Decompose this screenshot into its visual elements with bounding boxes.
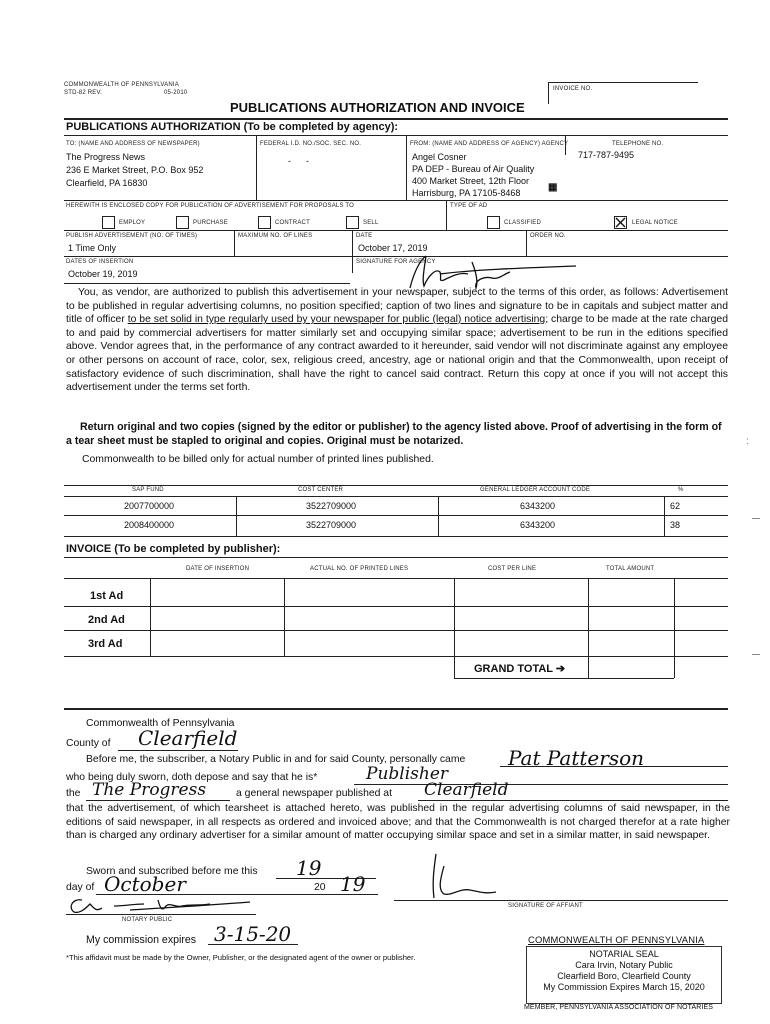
affidavit-line1: Before me, the subscriber, a Notary Public in and for said County, personally came xyxy=(86,754,466,765)
grand-total-label: GRAND TOTAL ➔ xyxy=(474,663,566,675)
cost-center-1: 3522709000 xyxy=(306,501,357,511)
date-insertion-header: DATE OF INSERTION xyxy=(186,566,250,572)
terms-paragraph: You, as vendor, are authorized to publish this advertisement in your newspaper, subject to the terms of this order, as follows: Advertisement to be published in regular advertising columns, no position specified; caption of two lines and signature to be in capitals and subject matter and title of officer to be set solid in type regularly used by your newspaper for public (legal) notice advertising; charge to be made at the rate charged to and paid by commercial advertisers for matter similarly set and occupying similar space; advertisement to be run in the editions specified above. Vendor agrees that, in the performance of any contract awarded to it hereunder, said vendor will not discriminate against any employee or other persons on account of race, color, sex, religious creed, ancestry, age or national origin and that the Commonwealth, upon receipt of satisfactory evidence of such discrimination, shall have the right to cancel said contract. Return this copy at once if you will not accept this advertisement under the terms set forth. xyxy=(66,287,728,394)
employ-label: EMPLOY xyxy=(119,220,146,226)
legal-notice-label: LEGAL NOTICE xyxy=(632,220,678,226)
from-address: Angel Cosner PA DEP - Bureau of Air Quality 400 Market Street, 12th Floor Harrisburg, PA 17105-8468 xyxy=(412,152,535,198)
form-date: 05-2010 xyxy=(164,90,188,96)
percent-2: 38 xyxy=(670,520,681,530)
total-amount-header: TOTAL AMOUNT xyxy=(606,566,655,572)
sap-fund-header: SAP FUND xyxy=(132,487,164,493)
affidavit-commonwealth: Commonwealth of Pennsylvania xyxy=(86,718,235,729)
gl-account-2: 6343200 xyxy=(520,520,556,530)
order-no-label: ORDER NO. xyxy=(530,233,566,239)
page-title: PUBLICATIONS AUTHORIZATION AND INVOICE xyxy=(230,100,525,115)
percent-1: 62 xyxy=(670,501,681,511)
place-value: Clearfield xyxy=(424,780,509,800)
gl-account-header: GENERAL LEDGER ACCOUNT CODE xyxy=(480,487,591,493)
form-number: STD-82 REV. xyxy=(64,90,102,96)
fed-id-dash: - - xyxy=(288,156,309,166)
fed-id-label: FEDERAL I.D. NO./SOC. SEC. NO. xyxy=(260,141,362,147)
dates-insertion-value: October 19, 2019 xyxy=(68,269,138,279)
check-x-icon xyxy=(615,217,626,228)
sworn-day: 19 xyxy=(296,856,322,880)
signature-affiant-label: SIGNATURE OF AFFIANT xyxy=(508,903,583,909)
return-instructions: Return original and two copies (signed by the editor or publisher) to the agency listed above. Proof of advertising in the form of a tear sheet must be stapled to original and copies. Original must be notarized. xyxy=(66,421,722,447)
type-of-ad-label: TYPE OF AD xyxy=(450,203,488,209)
affidavit-line3-the: the xyxy=(66,788,81,799)
scan-mark: : xyxy=(746,436,749,447)
contract-checkbox[interactable] xyxy=(258,216,271,229)
to-address: The Progress News 236 E Market Street, P.O. Box 952 Clearfield, PA 16830 xyxy=(66,152,204,188)
purchase-label: PURCHASE xyxy=(193,220,228,226)
county-value: Clearfield xyxy=(138,726,238,750)
billing-note: Commonwealth to be billed only for actual number of printed lines published. xyxy=(82,454,434,465)
first-ad-label: 1st Ad xyxy=(90,590,124,602)
date-label: DATE xyxy=(356,233,373,239)
seal-title: COMMONWEALTH OF PENNSYLVANIA xyxy=(528,934,705,945)
cost-center-2: 3522709000 xyxy=(306,520,357,530)
contract-label: CONTRACT xyxy=(275,220,310,226)
county-label: County of xyxy=(66,738,111,749)
affidavit-line2: who being duly sworn, doth depose and say that he is* xyxy=(66,772,318,783)
stamp-mark-icon: ▦ xyxy=(548,182,558,193)
sell-checkbox[interactable] xyxy=(346,216,359,229)
year-prefix: 20 xyxy=(314,882,326,893)
title-value: Publisher xyxy=(366,764,449,784)
percent-header: % xyxy=(678,487,684,493)
publish-value: 1 Time Only xyxy=(68,243,117,253)
sworn-label: Sworn and subscribed before me this xyxy=(86,866,258,877)
employ-checkbox[interactable] xyxy=(102,216,115,229)
day-of-label: day of xyxy=(66,882,95,893)
telephone-value: 717-787-9495 xyxy=(578,150,635,160)
classified-checkbox[interactable] xyxy=(487,216,500,229)
from-label: FROM: (NAME AND ADDRESS OF AGENCY) AGENCY xyxy=(410,141,569,147)
seal-footer: MEMBER, PENNSYLVANIA ASSOCIATION OF NOTARIES xyxy=(524,1004,714,1011)
sap-fund-1: 2007700000 xyxy=(124,501,175,511)
affiant-signature xyxy=(410,846,500,902)
purchase-checkbox[interactable] xyxy=(176,216,189,229)
dates-insertion-label: DATES OF INSERTION xyxy=(66,259,134,265)
sworn-year: 19 xyxy=(340,872,366,896)
herewith-label: HEREWITH IS ENCLOSED COPY FOR PUBLICATION OF ADVERTISEMENT FOR PROPOSALS TO xyxy=(66,203,355,209)
sworn-month: October xyxy=(104,872,186,896)
to-label: TO: (NAME AND ADDRESS OF NEWSPAPER) xyxy=(66,141,200,147)
telephone-label: TELEPHONE NO. xyxy=(612,141,664,147)
classified-label: CLASSIFIED xyxy=(504,220,542,226)
affidavit-line3-published: a general newspaper published at xyxy=(236,788,392,799)
second-ad-label: 2nd Ad xyxy=(88,614,125,626)
third-ad-label: 3rd Ad xyxy=(88,638,123,650)
sap-fund-2: 2008400000 xyxy=(124,520,175,530)
sell-label: SELL xyxy=(363,220,379,226)
signature-label: SIGNATURE FOR AGENCY xyxy=(356,259,436,265)
max-lines-label: MAXIMUM NO. OF LINES xyxy=(238,233,313,239)
commonwealth-header: COMMONWEALTH OF PENNSYLVANIA xyxy=(64,82,179,88)
notary-public-label: NOTARY PUBLIC xyxy=(122,917,173,923)
authorization-section-title: PUBLICATIONS AUTHORIZATION (To be completed by agency): xyxy=(66,121,399,133)
date-value: October 17, 2019 xyxy=(358,243,428,253)
legal-notice-checkbox[interactable] xyxy=(614,216,627,229)
commission-label: My commission expires xyxy=(86,934,197,946)
publish-label: PUBLISH ADVERTISEMENT (NO. OF TIMES) xyxy=(66,233,198,239)
affidavit-body: that the advertisement, of which tearsheet is attached hereto, was published in the regular advertising columns of said newspaper, in the editions of said newspaper, in all respects as ordered and invoiced above; and that the Commonwealth is not charged therefor at a rate higher than is charged any ordinary advertiser for a similar amount of matter occupying similar space and set in a similar matter, in said newspaper. xyxy=(66,803,730,842)
cost-per-line-header: COST PER LINE xyxy=(488,566,537,572)
affidavit-footnote: *This affidavit must be made by the Owner, Publisher, or the designated agent of the owner or publisher. xyxy=(66,953,416,962)
commission-value: 3-15-20 xyxy=(214,922,292,946)
invoice-section-title: INVOICE (To be completed by publisher): xyxy=(66,543,281,555)
printed-lines-header: ACTUAL NO. OF PRINTED LINES xyxy=(310,566,409,572)
cost-center-header: COST CENTER xyxy=(298,487,344,493)
invoice-no-label: INVOICE NO. xyxy=(553,86,593,92)
gl-account-1: 6343200 xyxy=(520,501,556,511)
notarial-seal: NOTARIAL SEAL Cara Irvin, Notary Public Clearfield Boro, Clearfield County My Commission Expires March 15, 2020 xyxy=(526,946,722,1004)
affiant-name: Pat Patterson xyxy=(508,746,645,770)
paper-value: The Progress xyxy=(92,780,207,800)
